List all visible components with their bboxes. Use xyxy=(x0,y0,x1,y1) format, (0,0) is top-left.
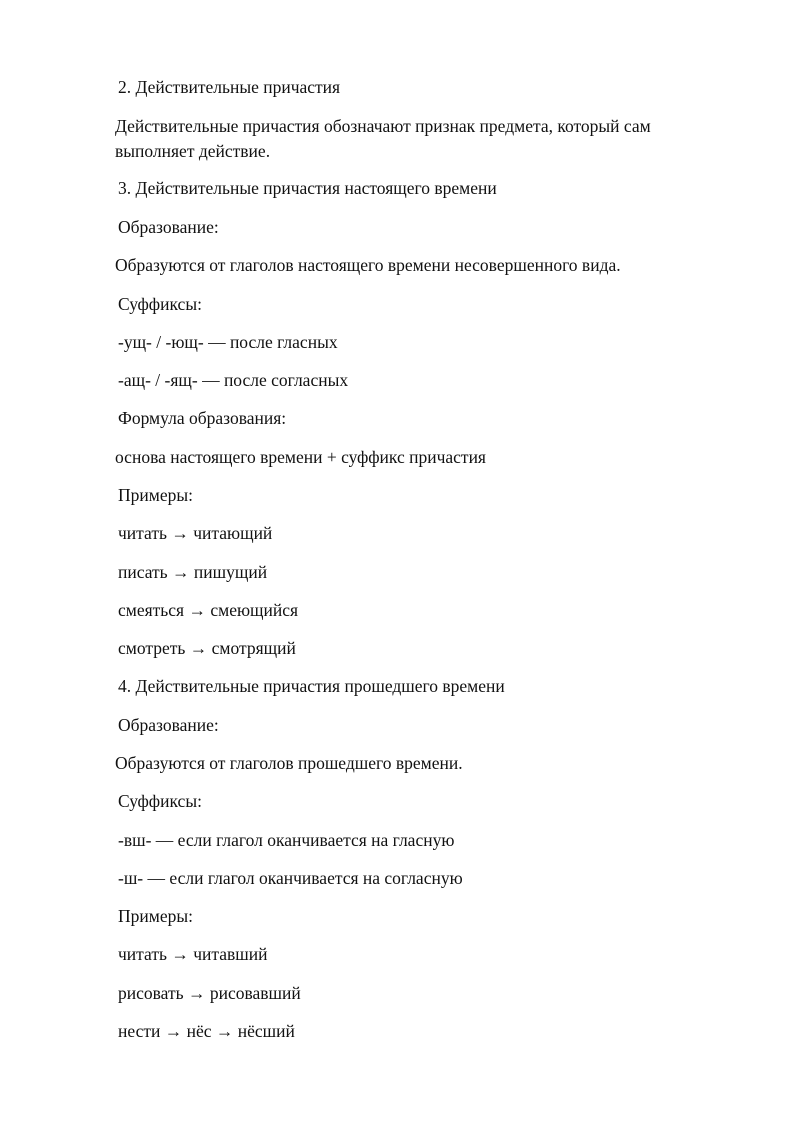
example-item: рисовать → рисовавший xyxy=(118,983,301,1003)
example-item: читать → читавший xyxy=(118,944,268,964)
example-item: писать → пишущий xyxy=(118,562,268,582)
example-item: нести → нёс → нёсший xyxy=(118,1021,295,1041)
examples-label: Примеры: xyxy=(118,485,193,505)
suffix-item: -ущ- / -ющ- — после гласных xyxy=(118,332,338,352)
formation-label: Образование: xyxy=(118,715,219,735)
suffix-item: -ащ- / -ящ- — после согласных xyxy=(118,370,349,390)
suffix-item: -ш- — если глагол оканчивается на согласную xyxy=(118,868,463,888)
example-item: читать → читающий xyxy=(118,523,273,543)
suffixes-label: Суффиксы: xyxy=(118,791,202,811)
formula-text: основа настоящего времени + суффикс причастия xyxy=(115,447,486,467)
suffix-item: -вш- — если глагол оканчивается на гласную xyxy=(118,830,455,850)
definition-paragraph: Действительные причастия обозначают признак предмета, который сам выполняет действие. xyxy=(115,116,651,161)
formation-text: Образуются от глаголов настоящего времени несовершенного вида. xyxy=(115,255,621,275)
example-item: смеяться → смеющийся xyxy=(118,600,299,620)
heading-section-2: 2. Действительные причастия xyxy=(118,77,341,97)
heading-section-4: 4. Действительные причастия прошедшего времени xyxy=(118,676,505,696)
formation-text: Образуются от глаголов прошедшего времени. xyxy=(115,753,463,773)
suffixes-label: Суффиксы: xyxy=(118,294,202,314)
formula-label: Формула образования: xyxy=(118,408,287,428)
examples-label: Примеры: xyxy=(118,906,193,926)
heading-section-3: 3. Действительные причастия настоящего времени xyxy=(118,178,497,198)
example-item: смотреть → смотрящий xyxy=(118,638,296,658)
formation-label: Образование: xyxy=(118,217,219,237)
